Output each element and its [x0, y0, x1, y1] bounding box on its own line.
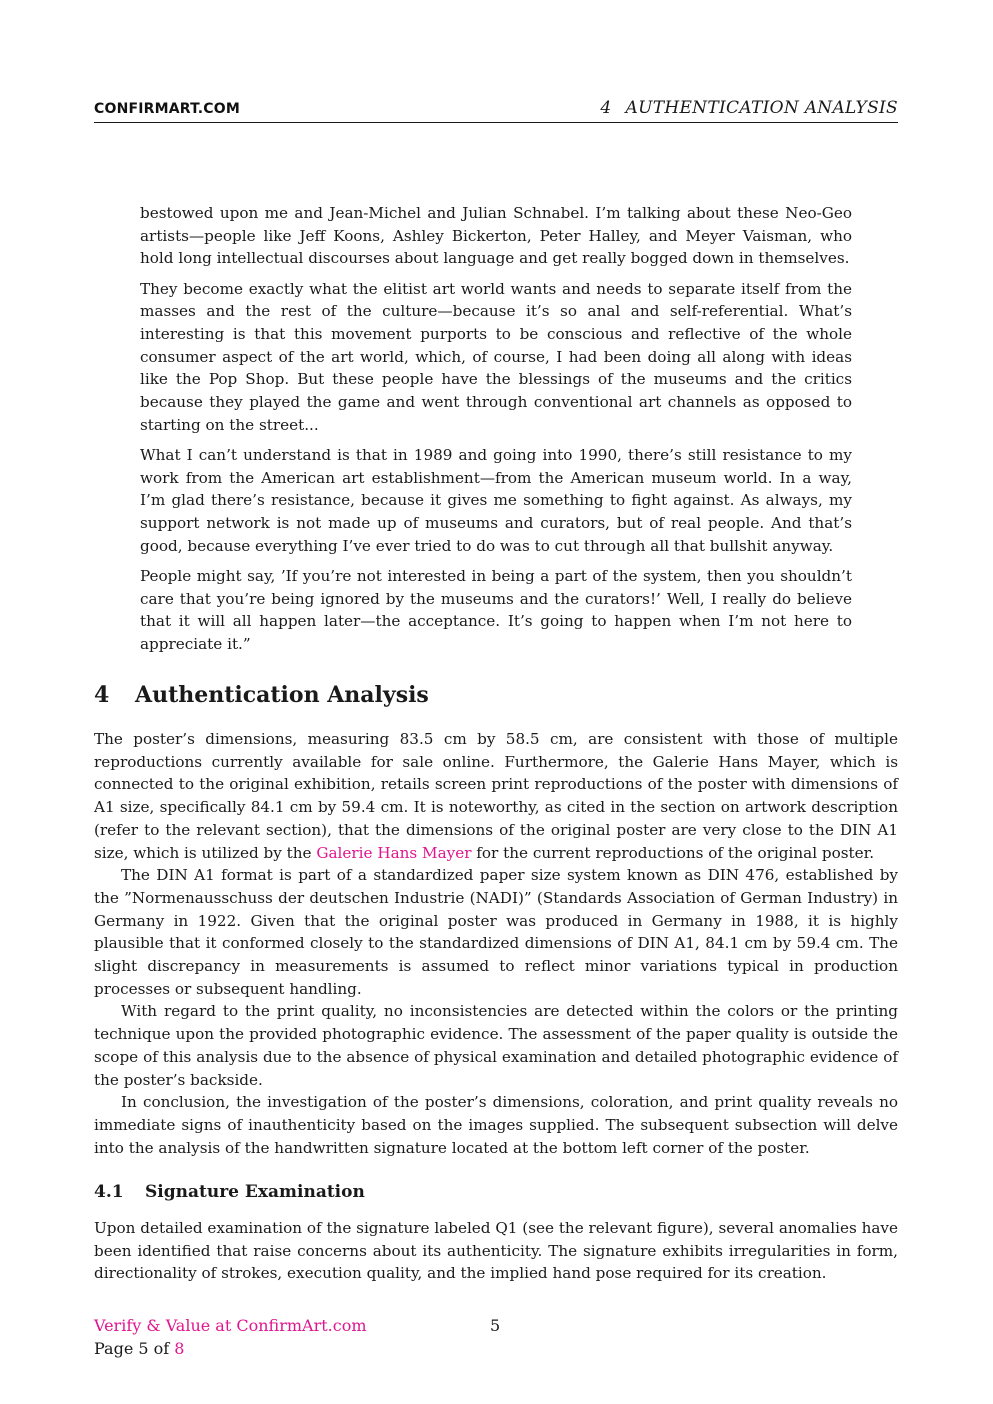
section-body — [94, 728, 898, 1159]
section-heading — [94, 682, 429, 708]
quote-paragraph: bestowed upon me and Jean-Michel and Julian Schnabel. I’m talking about these Neo-Geo artists—people like Jeff Koons, Ashley Bickerton, Peter Halley, and Meyer Vaisman, who hold long intellectual discourses about language and get really bogged down in themselves. — [140, 204, 852, 268]
section-title: Authentication Analysis — [135, 682, 429, 708]
galerie-hans-mayer-link[interactable]: Galerie Hans Mayer — [316, 843, 472, 862]
page-number: 5 — [490, 1316, 501, 1335]
block-quote — [140, 202, 852, 663]
subsection-body — [94, 1217, 898, 1285]
page-header — [94, 96, 898, 123]
body-text-span: for the current reproductions of the original poster. — [471, 843, 875, 862]
running-head — [600, 98, 898, 118]
subsection-title: Signature Examination — [145, 1182, 365, 1202]
body-paragraph: The DIN A1 format is part of a standardized paper size system known as DIN 476, established by the ”Normenausschuss der deutschen Industrie (NADI)” (Standards Association of German Industry) in Germany in 1922. Given that the original poster was produced in Germany in 1988, it is highly plausible that it conformed closely to the standardized dimensions of DIN A1, 84.1 cm by 59.4 cm. The slight discrepancy in measurements is assumed to reflect minor variations typical in production processes or subsequent handling. — [94, 866, 898, 998]
page-count-label: Page 5 of — [94, 1339, 170, 1358]
confirmart-logo: CONFIRMART.COM — [94, 101, 241, 117]
body-paragraph — [94, 728, 898, 864]
quote-paragraph: People might say, ’If you’re not interested in being a part of the system, then you shouldn’t care that you’re being ignored by the museums and the curators!’ Well, I really do believe that it will all happen later—the acceptance. It’s going to happen when I’m not here to appreciate it.” — [140, 567, 852, 654]
subsection-heading — [94, 1182, 365, 1202]
running-head-number: 4 — [600, 98, 612, 118]
quote-paragraph: What I can’t understand is that in 1989 and going into 1990, there’s still resistance to my work from the American art establishment—from the American museum world. In a way, I’m glad there’s resistance, because it gives me something to fight against. As always, my support network is not made up of museums and curators, but of real people. And that’s good, because everything I’ve ever tried to do was to cut through all that bullshit anyway. — [140, 446, 852, 555]
subsection-number: 4.1 — [94, 1182, 124, 1202]
body-text-span: The poster’s dimensions, measuring 83.5 cm by 58.5 cm, are consistent with those of multiple reproductions currently available for sale online. Furthermore, the Galerie Hans Mayer, which is connected to the original exhibition, retails screen print reproductions of the poster with dimensions of A1 size, specifically 84.1 cm by 59.4 cm. It is noteworthy, as cited in the section on artwork description (refer to the relevant section), that the dimensions of the original poster are very close to the DIN A1 size, which is utilized by the — [94, 730, 898, 862]
page-count — [94, 1339, 184, 1358]
body-paragraph: With regard to the print quality, no inconsistencies are detected within the colors or the printing technique upon the provided photographic evidence. The assessment of the paper quality is outside the scope of this analysis due to the absence of physical examination and detailed photographic evidence of the poster’s backside. — [94, 1002, 898, 1089]
quote-paragraph: They become exactly what the elitist art world wants and needs to separate itself from the masses and the rest of the culture—because it’s so anal and self-referential. What’s interesting is that this movement purports to be conscious and reflective of the whole consumer aspect of the art world, which, of course, I had been doing all along with ideas like the Pop Shop. But these people have the blessings of the museums and the critics because they played the game and went through conventional art channels as opposed to starting on the street... — [140, 279, 852, 434]
page-total-link[interactable]: 8 — [174, 1339, 185, 1358]
body-paragraph: Upon detailed examination of the signature labeled Q1 (see the relevant figure), several anomalies have been identified that raise concerns about its authenticity. The signature exhibits irregularities in form, directionality of strokes, execution quality, and the implied hand pose required for its creation. — [94, 1219, 898, 1283]
body-paragraph: In conclusion, the investigation of the poster’s dimensions, coloration, and print quality reveals no immediate signs of inauthenticity based on the images supplied. The subsequent subsection will delve into the analysis of the handwritten signature located at the bottom left corner of the poster. — [94, 1093, 898, 1157]
section-number: 4 — [94, 682, 110, 708]
footer-verify-link[interactable]: Verify & Value at ConfirmArt.com — [94, 1316, 367, 1335]
running-head-title: AUTHENTICATION ANALYSIS — [625, 98, 898, 118]
